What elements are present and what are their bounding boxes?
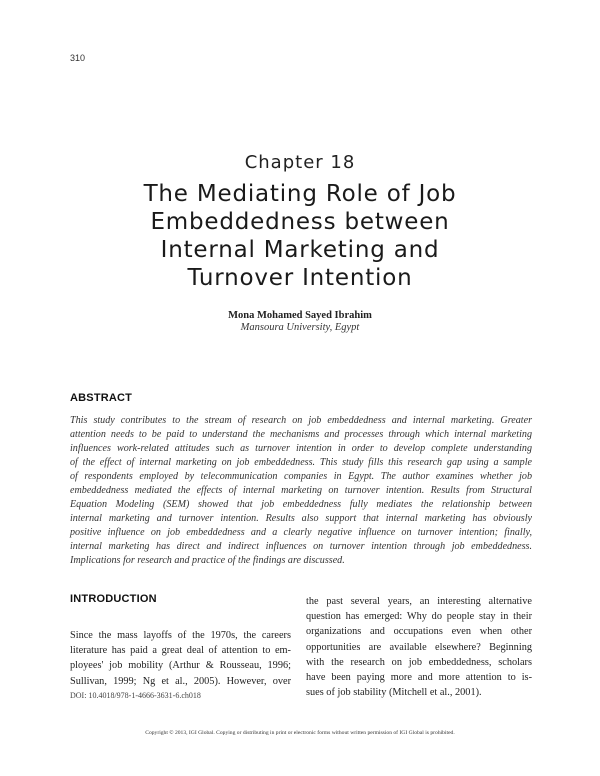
body-line: sues of job stability (Mitchell et al., 2001).: [306, 687, 482, 699]
chapter-label: Chapter 18: [244, 152, 356, 173]
abstract-line: Implications for research and practice of the findings are discussed.: [70, 555, 345, 566]
chapter-title-line: The Mediating Role of Job: [143, 181, 457, 207]
page-number: 310: [70, 53, 86, 63]
introduction-right-column: [306, 594, 532, 700]
chapter-title-line: Turnover Intention: [187, 265, 413, 291]
body-line: question has emerged: Why do people stay in their: [306, 611, 532, 623]
body-line: ployees' job mobility (Arthur & Rousseau, 1996;: [70, 660, 291, 672]
body-line: organizations and occupations even when other: [306, 626, 532, 638]
abstract-line: of respondents employed by telecommunication companies in Egypt. The author examines whether job: [70, 471, 532, 482]
abstract-line: influences work-related attitudes such as turnover intention in order to develop complete understanding: [70, 443, 532, 454]
body-line: Sullivan, 1999; Ng et al., 2005). However, over: [70, 675, 291, 687]
chapter-title-line: Internal Marketing and: [160, 237, 440, 263]
body-line: have been paying more and more attention to is-: [306, 672, 532, 684]
introduction-heading: INTRODUCTION: [70, 593, 157, 605]
abstract-line: internal marketing has direct and indirect influences on turnover intention through job embeddedness.: [70, 541, 532, 552]
abstract-heading: ABSTRACT: [70, 392, 133, 404]
body-line: the past several years, an interesting alternative: [306, 596, 532, 607]
copyright-notice: Copyright © 2013, IGI Global. Copying or distributing in print or electronic forms without written permission of IGI Global is prohibited.: [145, 730, 455, 736]
chapter-title-line: Embeddedness between: [150, 209, 450, 235]
body-line: Since the mass layoffs of the 1970s, the careers: [70, 630, 291, 641]
abstract-line: positive influence on job embeddedness and a clearly negative influence on turnover intention; finally,: [70, 527, 532, 538]
abstract-line: Equation Modeling (SEM) showed that job embeddedness fully mediates the relationship between: [70, 499, 532, 510]
doi: DOI: 10.4018/978-1-4666-3631-6.ch018: [70, 691, 201, 700]
abstract-line: of the effect of internal marketing on job embeddedness. This study fills this research gap using a sample: [70, 457, 532, 468]
author-name: Mona Mohamed Sayed Ibrahim: [228, 310, 372, 321]
author-affiliation: Mansoura University, Egypt: [240, 322, 360, 333]
chapter-title: [0, 180, 600, 292]
body-line: opportunities are available elsewhere? Beginning: [306, 641, 532, 653]
abstract-body: [70, 414, 532, 568]
abstract-line: attention needs to be paid to understand the mechanisms and processes through which internal marketing: [70, 429, 532, 440]
abstract-line: embeddedness mediated the effects of internal marketing on turnover intention. Results from Structural: [70, 485, 532, 496]
abstract-line: internal marketing and turnover intention. Results also support that internal marketing has obviously: [70, 513, 532, 524]
body-line: literature has paid a great deal of attention to em-: [70, 645, 291, 657]
introduction-left-column: [70, 628, 291, 689]
body-line: with the research on job embeddedness, scholars: [306, 656, 532, 668]
abstract-line: This study contributes to the stream of research on job embeddedness and internal marketing. Greater: [70, 415, 532, 426]
